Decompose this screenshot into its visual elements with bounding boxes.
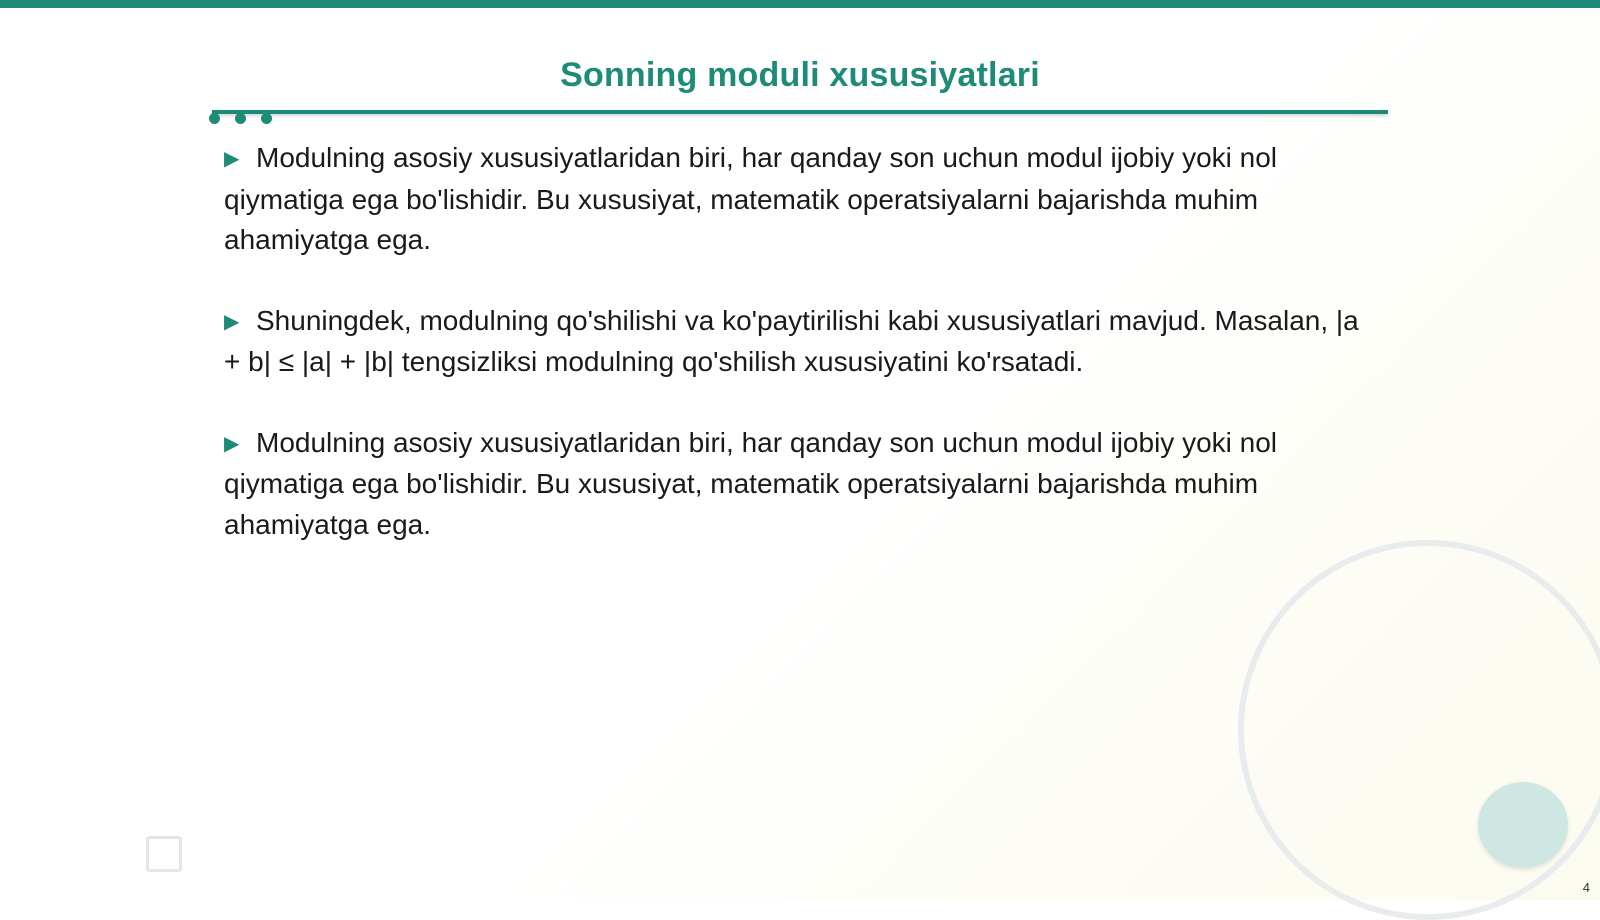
- decorative-square: [146, 836, 182, 872]
- bullet-text: Modulning asosiy xususiyatlaridan biri, har qanday son uchun modul ijobiy yoki nol qiymatiga ega bo'lishidir. Bu xususiyat, matematik operatsiyalarni bajarishda muhim ahamiyatga ega.: [224, 142, 1278, 255]
- triangle-right-icon: ▶: [224, 432, 240, 455]
- bullet-item: [224, 301, 1374, 383]
- top-accent-bar: [0, 0, 1600, 8]
- slide-title: Sonning moduli xususiyatlari: [560, 56, 1040, 94]
- decorative-ring: [1238, 540, 1600, 920]
- bullet-item: [224, 138, 1374, 261]
- decorative-dot-icon: [235, 113, 246, 124]
- bullet-text: Modulning asosiy xususiyatlaridan biri, har qanday son uchun modul ijobiy yoki nol qiymatiga ega bo'lishidir. Bu xususiyat, matematik operatsiyalarni bajarishda muhim ahamiyatga ega.: [224, 426, 1278, 540]
- triangle-right-icon: ▶: [224, 310, 240, 333]
- decorative-dot-icon: [261, 113, 272, 124]
- triangle-right-icon: ▶: [224, 148, 240, 170]
- title-underline: [212, 110, 1388, 114]
- page-number: 4: [1582, 880, 1590, 895]
- decorative-dot-icon: [209, 113, 220, 124]
- bullet-item: [224, 423, 1374, 546]
- bullet-text: Shuningdek, modulning qo'shilishi va ko'paytirilishi kabi xususiyatlari mavjud. Masalan, |a + b| ≤ |a| + |b| tengsizliksi modulning qo'shilish xususiyatini ko'rsatadi.: [224, 304, 1359, 377]
- bullet-list: [224, 138, 1374, 585]
- decorative-circle: [1478, 782, 1568, 868]
